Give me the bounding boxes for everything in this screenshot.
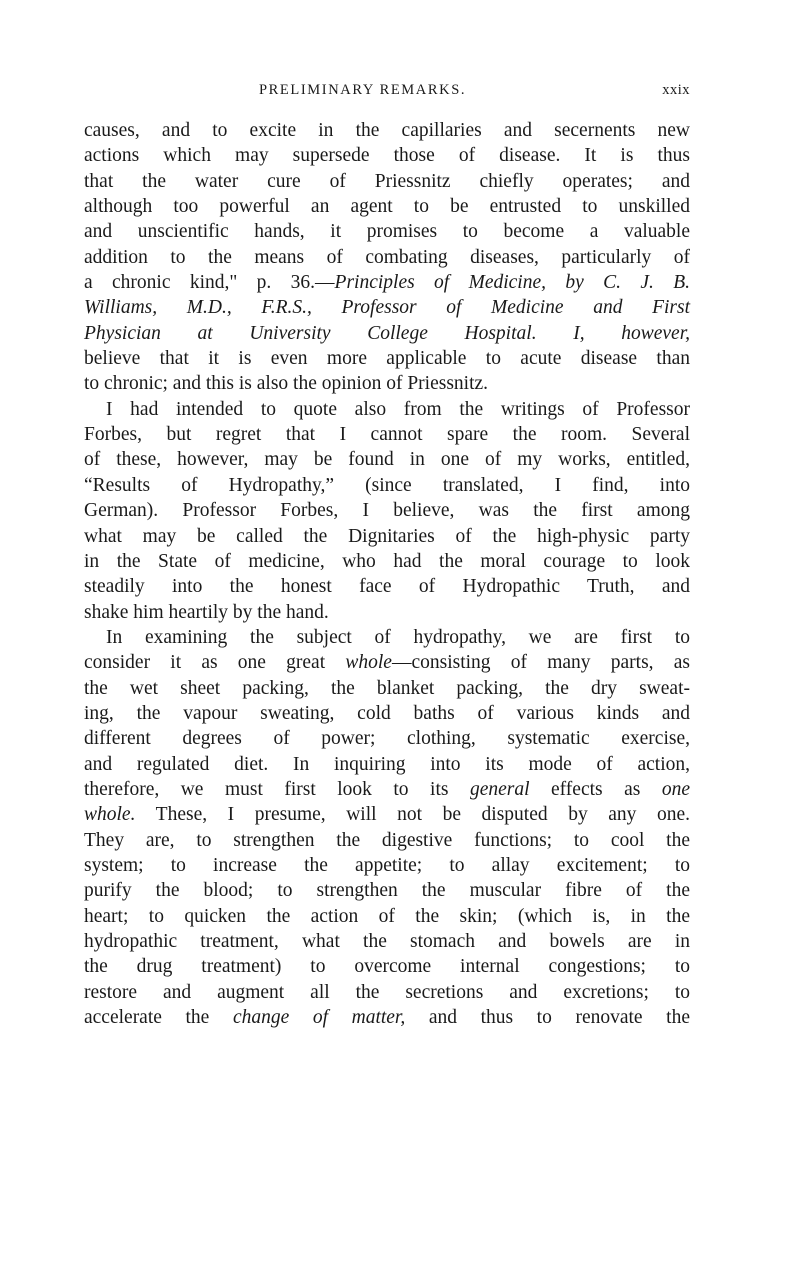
text-line: actions which may supersede those of disease. It is thus — [84, 145, 690, 167]
text-line: of these, however, may be found in one of my works, entitled, — [84, 449, 690, 471]
citation-author: Williams, M.D., F.R.S., Professor of Medicine and First — [84, 297, 690, 319]
text-line — [84, 321, 690, 346]
text-line — [84, 802, 690, 827]
text-line: I had intended to quote also from the writings of Professor — [106, 398, 690, 420]
text-line: in the State of medicine, who had the moral courage to look — [84, 550, 690, 572]
emphasis: one — [661, 778, 690, 800]
running-head — [84, 82, 690, 106]
text-line: that the water cure of Priessnitz chiefly operates; and — [84, 170, 690, 192]
text-fragment: a chronic kind," p. 36.— — [84, 272, 335, 294]
text-line: restore and augment all the secretions and excretions; to — [84, 981, 690, 1003]
text-line: believe that it is even more applicable to acute disease than — [84, 348, 690, 370]
running-title: PRELIMINARY REMARKS. — [259, 82, 467, 98]
text-line — [84, 270, 690, 295]
text-line: German). Professor Forbes, I believe, was the first among — [84, 500, 690, 522]
text-line — [84, 777, 690, 802]
text-fragment: —consisting of many parts, as — [391, 652, 690, 674]
text-line: shake him heartily by the hand. — [84, 601, 329, 623]
body-text — [84, 118, 690, 1030]
citation-title: Principles of Medicine, by C. J. B. — [334, 272, 690, 294]
emphasis: general — [469, 778, 530, 800]
text-fragment: These, I presume, will not be disputed by any one. — [135, 804, 690, 826]
emphasis: change of matter, — [232, 1007, 406, 1029]
text-fragment: therefore, we must first look to its — [84, 778, 470, 800]
emphasis: whole. — [84, 804, 136, 826]
text-line: although too powerful an agent to be entrusted to unskilled — [84, 196, 690, 218]
text-line: addition to the means of combating diseases, particularly of — [84, 246, 690, 268]
text-line: and unscientific hands, it promises to become a valuable — [84, 221, 690, 243]
text-line: In examining the subject of hydropathy, we are first to — [106, 626, 690, 648]
text-line: different degrees of power; clothing, systematic exercise, — [84, 728, 690, 750]
text-line: They are, to strengthen the digestive functions; to cool the — [84, 829, 690, 851]
page-number: xxix — [662, 82, 690, 98]
citation-position: Physician at University College Hospital. I, however, — [84, 322, 690, 344]
text-line: what may be called the Dignitaries of the high-physic party — [84, 525, 690, 547]
text-fragment: consider it as one great — [84, 652, 346, 674]
text-line: and regulated diet. In inquiring into its mode of action, — [84, 753, 690, 775]
text-line: to chronic; and this is also the opinion of Priessnitz. — [84, 373, 489, 395]
text-line: heart; to quicken the action of the skin; (which is, in the — [84, 905, 690, 927]
text-line: the wet sheet packing, the blanket packing, the dry sweat- — [84, 677, 690, 699]
text-fragment: and thus to renovate the — [405, 1007, 690, 1029]
text-fragment: effects as — [529, 778, 662, 800]
text-line: the drug treatment) to overcome internal congestions; to — [84, 956, 690, 978]
text-line — [84, 650, 690, 675]
text-line: ing, the vapour sweating, cold baths of various kinds and — [84, 702, 690, 724]
text-line: purify the blood; to strengthen the muscular fibre of the — [84, 880, 690, 902]
emphasis: whole — [345, 652, 392, 674]
text-line: causes, and to excite in the capillaries and secernents new — [84, 120, 690, 141]
text-line: “Results of Hydropathy,” (since translated, I find, into — [84, 474, 690, 496]
text-line — [84, 1005, 690, 1030]
text-line — [84, 295, 690, 320]
text-line: Forbes, but regret that I cannot spare the room. Several — [84, 424, 690, 446]
text-fragment: accelerate the — [84, 1007, 233, 1029]
text-line: system; to increase the appetite; to allay excitement; to — [84, 854, 690, 876]
text-line: steadily into the honest face of Hydropathic Truth, and — [84, 576, 690, 598]
text-line: hydropathic treatment, what the stomach and bowels are in — [84, 931, 690, 952]
